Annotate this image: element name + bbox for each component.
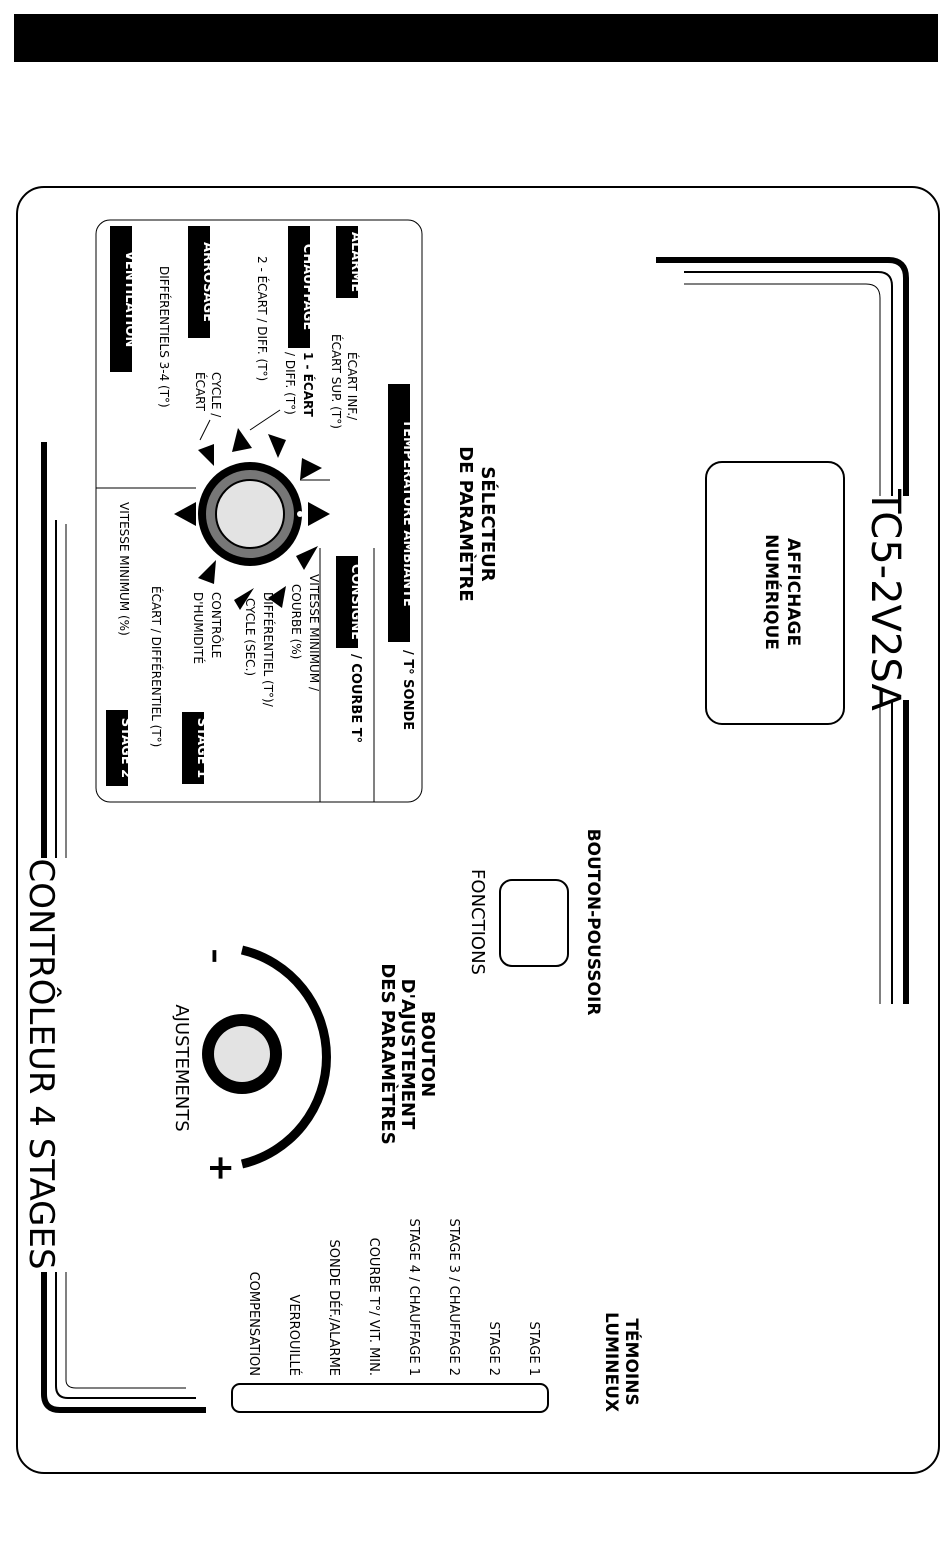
arrosage-line-1: CYCLE / (209, 372, 223, 418)
led-strip (232, 1384, 548, 1412)
svg-text:CONSIGNE: CONSIGNE (348, 563, 363, 641)
svg-text:ALARME: ALARME (348, 231, 363, 293)
chauffage-badge (288, 226, 315, 348)
selector-title-1: SÉLECTEUR (477, 466, 498, 582)
stage1-line-1: DIFFÉRENTIEL (T°)/ (261, 592, 275, 707)
humidity-line-1: CONTRÔLE (209, 592, 223, 659)
svg-text:STAGE 2: STAGE 2 (118, 717, 133, 779)
product-title: CONTRÔLEUR 4 STAGES (21, 858, 61, 1270)
led-label-compensation: COMPENSATION (246, 1271, 261, 1376)
adjust-title-1: BOUTON (417, 1010, 438, 1098)
pushbutton-title: BOUTON-POUSSOIR (583, 828, 603, 1016)
led-label-stage3: STAGE 3 / CHAUFFAGE 2 (446, 1218, 461, 1376)
arrosage-line-2: ÉCART (193, 372, 207, 411)
stage2-line-2: VITESSE MINIMUM (%) (117, 502, 131, 636)
display-label-2: NUMÉRIQUE (761, 534, 781, 650)
svg-text:CHAUFFAGE: CHAUFFAGE (300, 243, 315, 331)
led-labels (246, 1218, 541, 1376)
led-label-sonde: SONDE DÉF./ALARME (326, 1239, 341, 1376)
adjust-title-3: DES PARAMÈTRES (377, 963, 398, 1145)
chauffage-line-1: 1 - ÉCART (301, 352, 315, 417)
consigne-line-1: VITESSE MINIMUM / (307, 574, 321, 692)
t-sonde-label: / T° SONDE (400, 650, 415, 731)
model-name: TC5-2V2SA (862, 489, 908, 711)
adjust-plus: + (201, 1153, 241, 1183)
humidity-line-2: D'HUMIDITÉ (191, 592, 205, 664)
leds-title-1: TÉMOINS (621, 1318, 641, 1406)
adjust-label: AJUSTEMENTS (171, 1004, 192, 1132)
svg-text:STAGE 1: STAGE 1 (194, 717, 209, 779)
led-label-verrouille: VERROUILLÉ (286, 1294, 301, 1376)
led-label-stage2: STAGE 2 (486, 1321, 501, 1376)
stage2-line-1: ÉCART / DIFFÉRENTIEL (T°) (149, 586, 163, 748)
function-pushbutton[interactable] (500, 880, 568, 966)
display-label-1: AFFICHAGE (783, 537, 803, 647)
chauffage-line-3: 2 - ÉCART / DIFF. (T°) (255, 256, 269, 382)
ventilation-badge (110, 226, 137, 372)
parameter-adjust-knob[interactable] (202, 1014, 282, 1094)
consigne-badge (336, 556, 363, 648)
courbe-t-label: / COURBE T° (348, 654, 363, 744)
svg-text:VENTILATION: VENTILATION (122, 250, 137, 348)
parameter-selector-knob[interactable] (174, 428, 330, 610)
leds-title-2: LUMINEUX (601, 1311, 621, 1413)
temperature-ambiante-badge (388, 384, 416, 642)
led-label-courbe: COURBE T°/ VIT. MIN. (366, 1237, 381, 1376)
consigne-line-2: COURBE (%) (289, 584, 303, 660)
chauffage-line-2: / DIFF. (T°) (283, 352, 297, 415)
ventilation-line: DIFFÉRENTIELS 3-4 (T°) (157, 266, 171, 408)
alarme-badge (336, 226, 363, 298)
stage1-badge (182, 712, 209, 784)
led-label-stage4: STAGE 4 / CHAUFFAGE 1 (406, 1218, 421, 1376)
selector-title-2: DE PARAMÈTRE (455, 446, 476, 602)
stage2-badge (106, 710, 133, 786)
alarme-line-2: ÉCART SUP. (T°) (329, 334, 343, 429)
arrosage-badge (188, 226, 215, 338)
adjust-title-2: D'AJUSTEMENT (397, 978, 418, 1130)
pushbutton-label: FONCTIONS (467, 869, 488, 975)
stage1-line-2: CYCLE (SEC.) (243, 598, 257, 677)
svg-text:TEMPÉRATURE AMBIANTE: TEMPÉRATURE AMBIANTE (400, 419, 415, 607)
adjust-minus: – (198, 948, 233, 964)
svg-text:ARROSAGE: ARROSAGE (200, 241, 215, 323)
alarme-line-1: ÉCART INF./ (345, 352, 359, 421)
led-label-stage1: STAGE 1 (526, 1321, 541, 1376)
